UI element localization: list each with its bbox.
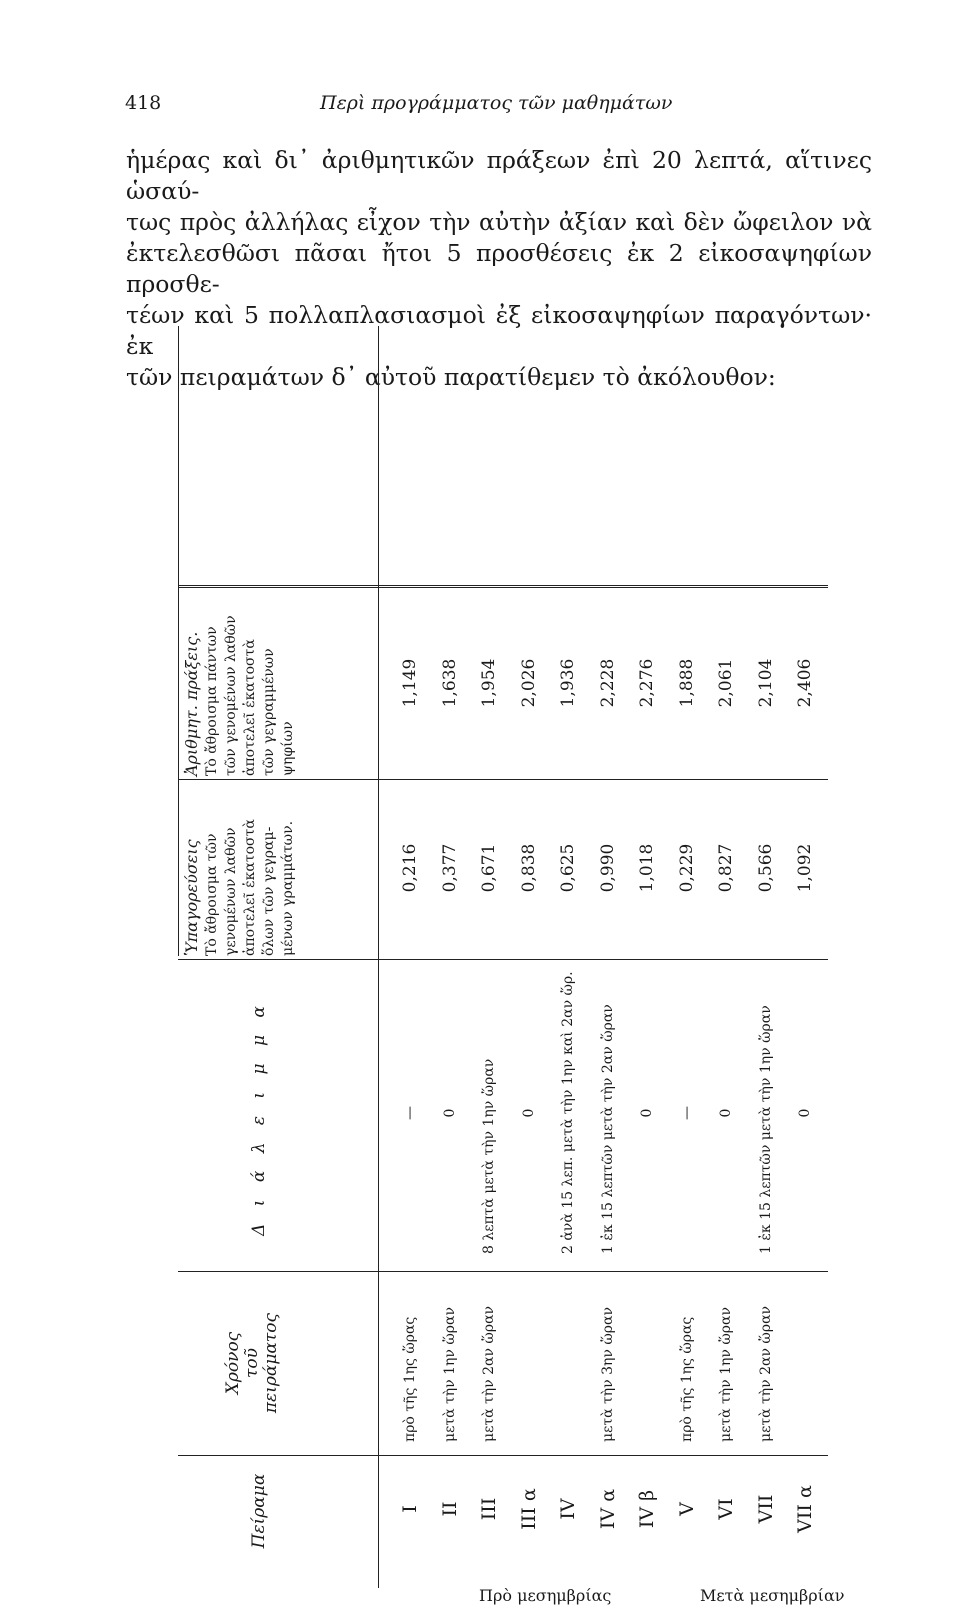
cell-time: μετὰ τὴν 3ην ὥραν bbox=[599, 1307, 616, 1442]
cell-time: πρὸ τῆς 1ης ὥρας bbox=[678, 1316, 695, 1442]
header-arith-desc: τῶν γεγραμμένων bbox=[261, 648, 277, 776]
header-arith bbox=[182, 596, 298, 776]
page-header bbox=[120, 92, 820, 122]
column-rule bbox=[178, 959, 828, 960]
header-time-line: πειράματος bbox=[261, 1312, 281, 1414]
header-dictation bbox=[182, 781, 298, 956]
column-rule bbox=[178, 585, 828, 588]
cell-break: 1 ἐκ 15 λεπτῶν μετὰ τὴν 2αν ὥραν bbox=[599, 1004, 616, 1254]
cell-dictation: 1,092 bbox=[795, 843, 815, 893]
intro-line: τῶν πειραμάτων δ᾿ αὐτοῦ παρατίθεμεν τὸ ἀκόλουθον: bbox=[126, 363, 776, 391]
cell-time: μετὰ τὴν 2αν ὥραν bbox=[757, 1305, 774, 1442]
cell-break: 0 bbox=[718, 1108, 734, 1118]
header-dictation-desc: Τὸ ἄθροισμα τῶν bbox=[204, 833, 220, 956]
header-dictation-desc: μένων γραμμάτων. bbox=[280, 820, 296, 956]
cell-arith: 2,026 bbox=[518, 658, 539, 708]
cell-time: μετὰ τὴν 1ην ὥραν bbox=[718, 1307, 734, 1442]
cell-experiment: IV bbox=[557, 1498, 579, 1520]
cell-time: μετὰ τὴν 2αν ὥραν bbox=[481, 1305, 497, 1442]
cell-dictation: 1,018 bbox=[637, 843, 657, 893]
cell-break: — bbox=[402, 1106, 418, 1120]
results-table-rotated bbox=[178, 326, 845, 1605]
header-dictation-desc: ὅλων τῶν γεγραμ- bbox=[261, 826, 277, 956]
page-number: 418 bbox=[125, 92, 162, 114]
cell-arith: 1,149 bbox=[400, 658, 420, 708]
cell-dictation: 0,566 bbox=[755, 843, 776, 893]
cell-arith: 1,954 bbox=[479, 658, 499, 708]
header-arith-desc: τῶν γενομένων λαθῶν bbox=[223, 615, 239, 776]
cell-arith: 2,276 bbox=[637, 658, 657, 708]
header-breaks: Δ ι ά λ ε ι μ μ α bbox=[249, 1000, 269, 1236]
column-rule bbox=[178, 1271, 828, 1272]
top-rule bbox=[178, 326, 179, 956]
cell-break: 0 bbox=[797, 1108, 813, 1118]
column-rule bbox=[178, 1455, 828, 1456]
cell-arith: 2,061 bbox=[716, 658, 736, 708]
intro-line: τως πρὸς ἀλλήλας εἶχον τὴν αὐτὴν ἀξίαν καὶ δὲν ὤφειλον νὰ bbox=[126, 208, 872, 236]
header-dictation-desc: ἀποτελεῖ ἑκατοστὰ bbox=[242, 819, 258, 956]
group-before-lunch: Πρὸ μεσημβρίας bbox=[479, 1586, 612, 1605]
cell-experiment: IV α bbox=[596, 1488, 619, 1530]
cell-break: — bbox=[678, 1106, 695, 1120]
cell-experiment: VII bbox=[754, 1494, 777, 1524]
cell-dictation: 0,229 bbox=[676, 843, 697, 893]
cell-experiment: VII α bbox=[794, 1485, 816, 1533]
cell-dictation: 0,216 bbox=[400, 843, 420, 893]
cell-experiment: II bbox=[438, 1501, 461, 1517]
cell-experiment: I bbox=[399, 1505, 421, 1513]
header-experiment: Πείραμα bbox=[249, 1473, 269, 1549]
cell-arith: 1,936 bbox=[558, 658, 578, 708]
cell-dictation: 0,671 bbox=[479, 843, 499, 893]
cell-arith: 1,888 bbox=[676, 658, 697, 708]
cell-arith: 1,638 bbox=[439, 658, 460, 708]
cell-arith: 2,228 bbox=[597, 658, 618, 708]
cell-experiment: III bbox=[478, 1497, 500, 1521]
cell-experiment: V bbox=[675, 1502, 698, 1516]
cell-break: 8 λεπτὰ μετὰ τὴν 1ην ὥραν bbox=[481, 1058, 497, 1254]
group-after-lunch: Μετὰ μεσημβρίαν bbox=[700, 1586, 845, 1605]
header-arith-title: Ἀριθμητ. πράξεις. bbox=[182, 631, 201, 776]
cell-experiment: III α bbox=[517, 1488, 540, 1530]
intro-line: ἐκτελεσθῶσι πᾶσαι ἤτοι 5 προσθέσεις ἐκ 2 εἰκοσαψηφίων προσθε- bbox=[126, 239, 872, 298]
cell-dictation: 0,827 bbox=[716, 843, 736, 893]
cell-time: πρὸ τῆς 1ης ὥρας bbox=[402, 1316, 418, 1442]
cell-break: 2 ἀνὰ 15 λεπ. μετὰ τὴν 1ην καὶ 2αν ὥρ. bbox=[560, 971, 576, 1254]
header-arith-desc: ἀποτελεῖ ἑκατοστὰ bbox=[242, 639, 258, 776]
intro-line: τέων καὶ 5 πολλαπλασιασμοὶ ἐξ εἰκοσαψηφίων παραγόντων· ἐκ bbox=[126, 301, 872, 360]
header-dictation-title: Ὑπαγορεύσεις bbox=[182, 839, 201, 956]
cell-experiment: VI bbox=[715, 1498, 737, 1520]
cell-arith: 2,406 bbox=[795, 658, 815, 708]
cell-break: 0 bbox=[441, 1108, 458, 1118]
cell-experiment: IV β bbox=[636, 1489, 658, 1529]
cell-dictation: 0,625 bbox=[558, 843, 578, 893]
cell-dictation: 0,990 bbox=[597, 843, 618, 893]
header-dictation-desc: γενομένων λαθῶν bbox=[223, 827, 239, 956]
header-time-line: Χρόνος bbox=[223, 1331, 243, 1395]
running-title: Περὶ προγράμματος τῶν μαθημάτων bbox=[320, 92, 673, 114]
header-rule bbox=[378, 326, 379, 1588]
intro-line: ἡμέρας καὶ δι᾿ ἀριθμητικῶν πράξεων ἐπὶ 20 λεπτά, αἵτινες ὡσαύ- bbox=[126, 146, 872, 205]
cell-arith: 2,104 bbox=[755, 658, 776, 708]
cell-break: 0 bbox=[639, 1108, 655, 1118]
cell-time: μετὰ τὴν 1ην ὥραν bbox=[441, 1307, 458, 1442]
cell-dictation: 0,377 bbox=[439, 843, 460, 893]
results-table bbox=[178, 326, 845, 1605]
cell-break: 0 bbox=[520, 1108, 537, 1118]
header-arith-desc: Τὸ ἄθροισμα πάντων bbox=[204, 626, 220, 776]
cell-break: 1 ἐκ 15 λεπτῶν μετὰ τὴν 1ην ὥραν bbox=[757, 1005, 774, 1254]
column-rule bbox=[178, 779, 828, 780]
header-arith-desc: ψηφίων bbox=[280, 721, 296, 776]
header-time bbox=[224, 1278, 281, 1448]
cell-dictation: 0,838 bbox=[518, 843, 539, 893]
header-time-line: τοῦ bbox=[242, 1348, 262, 1378]
